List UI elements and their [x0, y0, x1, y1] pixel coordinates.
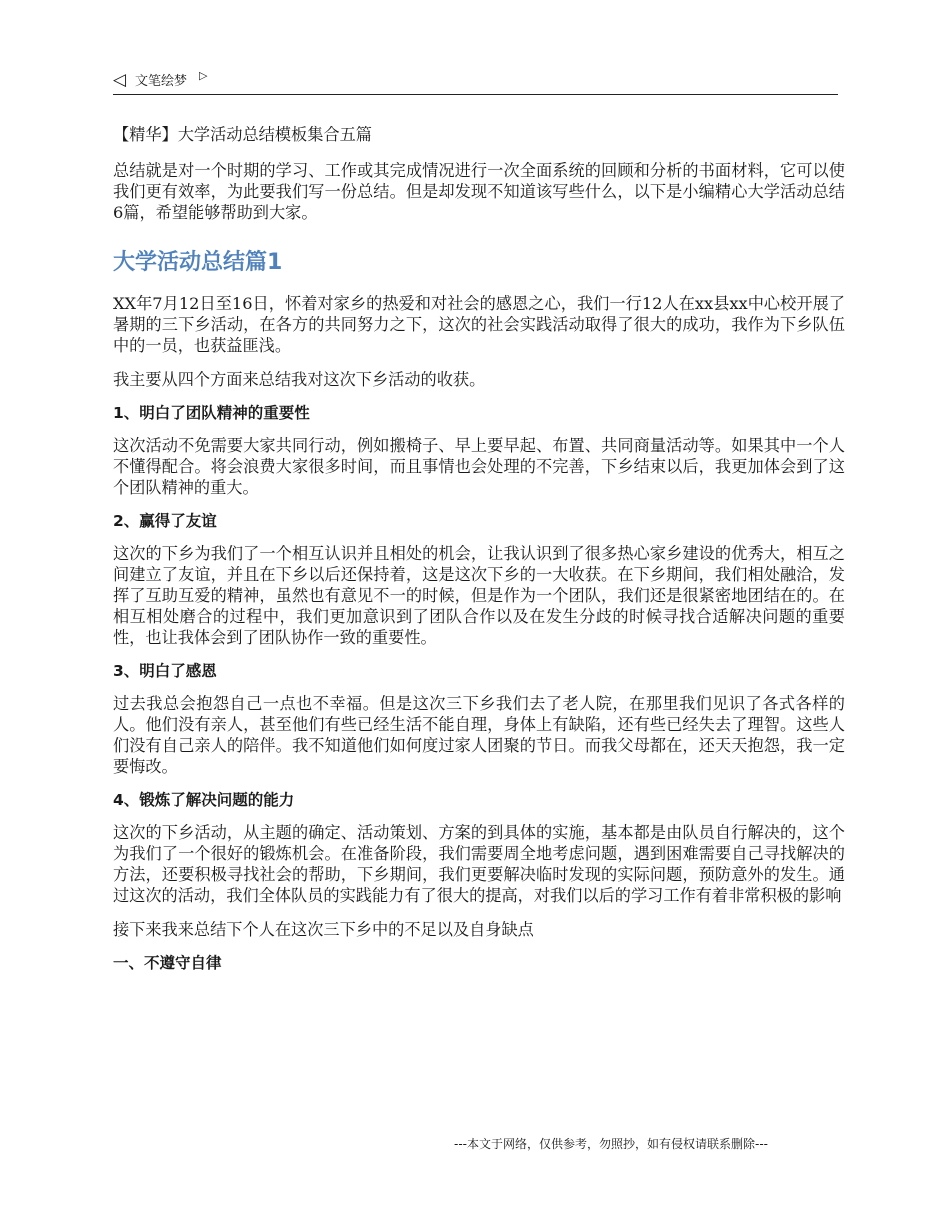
subheading: 1、明白了团队精神的重要性 [113, 404, 310, 422]
document-title: 【精华】大学活动总结模板集合五篇 [113, 125, 372, 144]
section-heading: 大学活动总结篇1 [113, 250, 283, 275]
body-paragraph: 这次的下乡活动，从主题的确定、活动策划、方案的到具体的实施，基本都是由队员自行解决的，这个为我们了一个很好的锻炼机会。在准备阶段，我们需要周全地考虑问题，遇到困难需要自己寻找解决的方法，还要积极寻找社会的帮助，下乡期间，我们更要解决临时发现的实际问题，预防意外的发生。通过这次的活动，我们全体队员的实践能力有了很大的提高，对我们以后的学习工作有着非常积极的影响 [113, 823, 845, 905]
subheading: 3、明白了感恩 [113, 662, 217, 680]
subheading: 2、赢得了友谊 [113, 512, 217, 530]
triangle-right-icon: ▷ [199, 69, 208, 82]
document-body [113, 124, 845, 985]
body-paragraph: 接下来我来总结下个人在这次三下乡中的不足以及自身缺点 [113, 920, 534, 939]
page-footer: ---本文于网络，仅供参考，勿照抄，如有侵权请联系删除--- [454, 1137, 768, 1151]
body-paragraph: 过去我总会抱怨自己一点也不幸福。但是这次三下乡我们去了老人院，在那里我们见识了各式各样的人。他们没有亲人，甚至他们有些已经生活不能自理，身体上有缺陷，还有些已经失去了理智。这些人们没有自己亲人的陪伴。我不知道他们如何度过家人团聚的节日。而我父母都在，还天天抱怨，我一定要悔改。 [113, 694, 845, 776]
body-paragraph: 我主要从四个方面来总结我对这次下乡活动的收获。 [113, 370, 486, 389]
section-content [113, 293, 845, 973]
body-paragraph: 这次的下乡为我们了一个相互认识并且相处的机会，让我认识到了很多热心家乡建设的优秀大，相互之间建立了友谊，并且在下乡以后还保持着，这是这次下乡的一大收获。在下乡期间，我们相处融洽，发挥了互助互爱的精神，虽然也有意见不一的时候，但是作为一个团队，我们还是很紧密地团结在的。在相互相处磨合的过程中，我们更加意识到了团队合作以及在发生分歧的时候寻找合适解决问题的重要性，也让我体会到了团队协作一致的重要性。 [113, 544, 845, 647]
subheading: 4、锻炼了解决问题的能力 [113, 791, 295, 809]
triangle-left-icon: ◁ [113, 70, 127, 90]
body-paragraph: XX年7月12日至16日，怀着对家乡的热爱和对社会的感恩之心，我们一行12人在xx县xx中心校开展了暑期的三下乡活动，在各方的共同努力之下，这次的社会实践活动取得了很大的成功，我作为下乡队伍中的一员，也获益匪浅。 [113, 294, 845, 355]
intro-paragraph: 总结就是对一个时期的学习、工作或其完成情况进行一次全面系统的回顾和分析的书面材料，它可以使我们更有效率，为此要我们写一份总结。但是却发现不知道该写些什么，以下是小编精心大学活动总结6篇，希望能够帮助到大家。 [113, 161, 845, 222]
subheading: 一、不遵守自律 [113, 954, 222, 972]
body-paragraph: 这次活动不免需要大家共同行动，例如搬椅子、早上要早起、布置、共同商量活动等。如果其中一个人不懂得配合。将会浪费大家很多时间，而且事情也会处理的不完善，下乡结束以后，我更加体会到了这个团队精神的重大。 [113, 436, 845, 497]
page-header [113, 68, 838, 95]
header-brand: 文笔绘梦 [135, 74, 188, 89]
